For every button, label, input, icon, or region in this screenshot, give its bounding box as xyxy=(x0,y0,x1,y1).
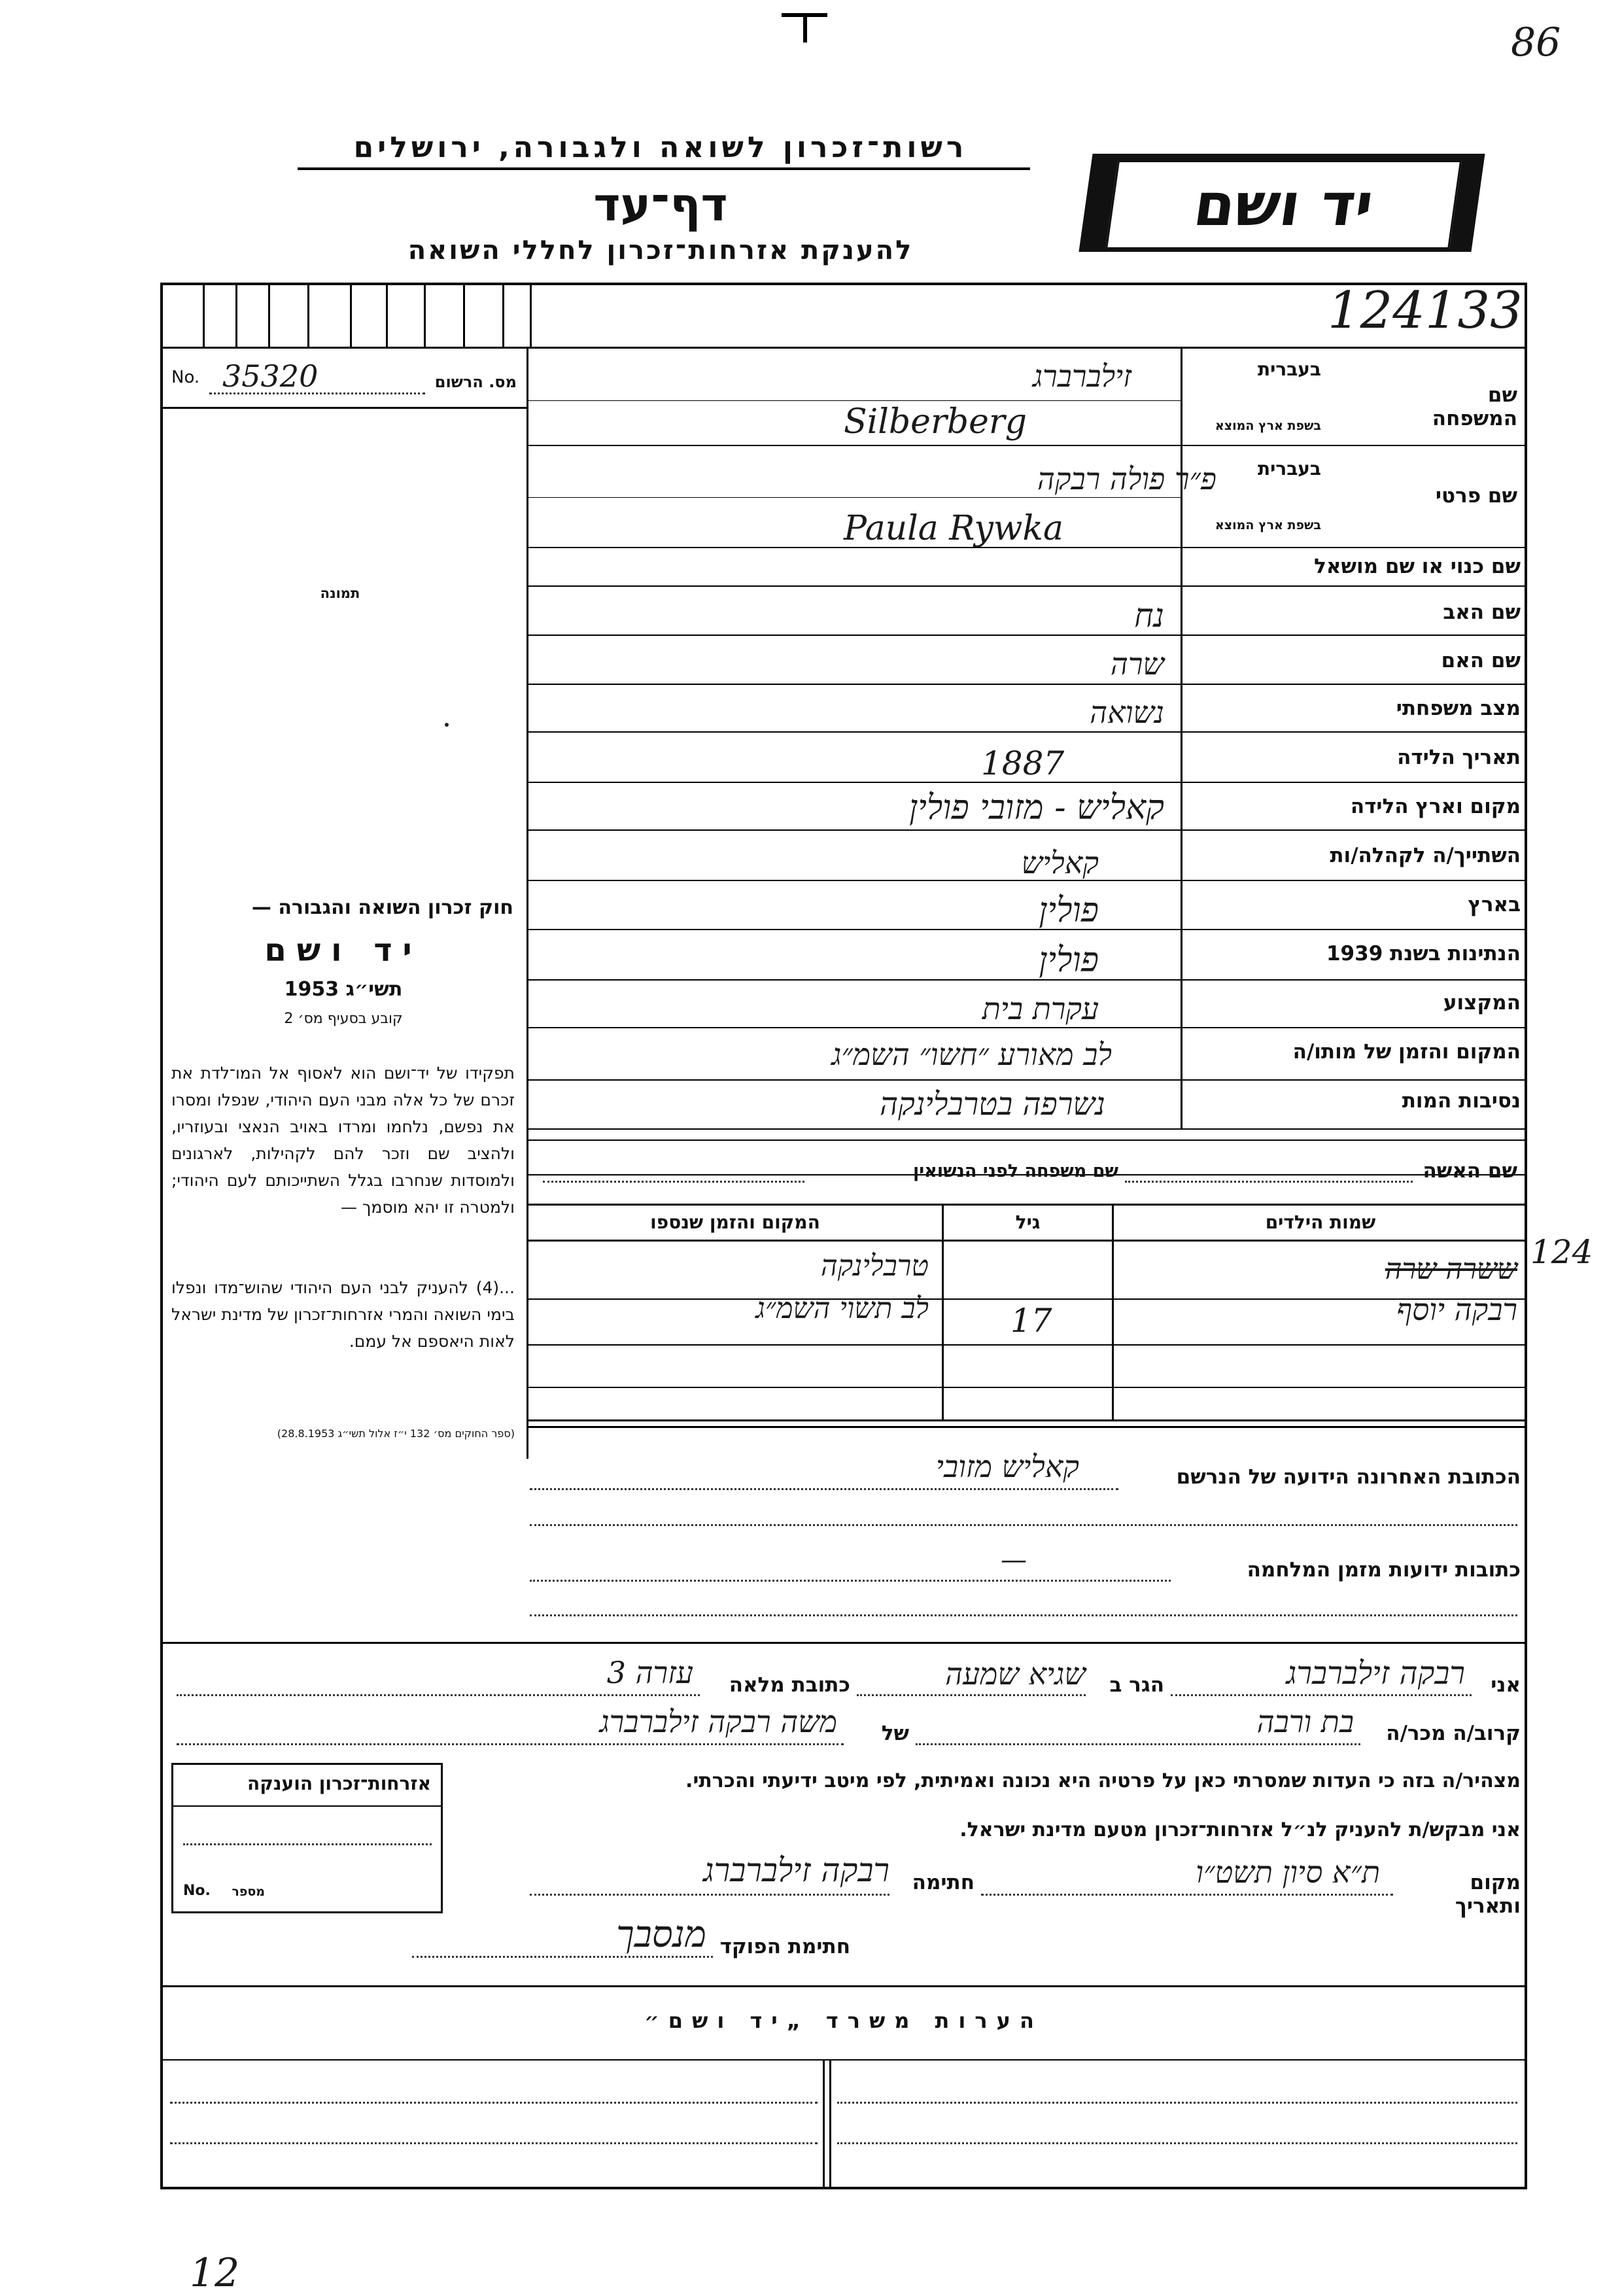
authority-underline xyxy=(298,167,1030,170)
wife-maiden-label: שם משפחה לפני הנשואין xyxy=(912,1161,1118,1181)
first-name-label: שם פרטי xyxy=(1435,484,1517,508)
logo-text: יד ושם xyxy=(1189,170,1378,239)
law-name: יד ושם xyxy=(264,932,423,969)
children-header-place: המקום והזמן שנספו xyxy=(650,1211,820,1233)
yad-vashem-logo xyxy=(1078,154,1485,252)
first-name-latin-value: Paula Rywka xyxy=(844,509,1063,548)
country-label: בארץ xyxy=(1468,893,1521,916)
profession-value: עקרת בית xyxy=(982,991,1099,1026)
child-row2-place: לב תשוי השמ״ג xyxy=(755,1292,929,1325)
declarant-resides-label: הגר ב xyxy=(1109,1673,1164,1697)
signature-label: חתימה xyxy=(912,1871,975,1894)
marital-value: נשואה xyxy=(1090,695,1164,730)
death-cause-label: נסיבות המות xyxy=(1402,1089,1521,1113)
birth-place-value: קאליש - מזובי פולין xyxy=(908,788,1164,827)
office-notes-title: הערות משרד „יד ושם״ xyxy=(644,2008,1043,2033)
law-heading: חוק זכרון השואה והגבורה — xyxy=(251,896,513,919)
family-name-hebrew-value: זילברברג xyxy=(1032,358,1131,394)
birth-place-label: מקום וארץ הלידה xyxy=(1350,795,1521,818)
child-row2-age: 17 xyxy=(1010,1302,1052,1340)
first-name-hebrew-value: פ״ר פולה רבקה xyxy=(1037,461,1216,496)
declarant-of-value: משה רבקה זילברברג xyxy=(599,1704,837,1739)
speck xyxy=(445,723,449,727)
registration-label: מס. הרשום xyxy=(434,373,517,391)
declarant-city: שגיא שמעה xyxy=(945,1656,1086,1692)
community-label: השתייך/ה לקהלה/ות xyxy=(1330,844,1521,867)
citizenship-value: פולין xyxy=(1039,941,1099,980)
law-text-1: תפקידו של יד־ושם הוא לאסוף אל המו־לדת את זכרם של כל אלה מבני העם היהודי, שנפלו ומסרו את נפשם, נלחמו ומרדו באויב הנאצי ובעוזריו, ולהציב שם וזכר להם לקהילות, לארגונים ולמוסדות שנחרבו בגלל השתייכותם לעם היהודי; ולמטרה זו יהא מוסמך — xyxy=(171,1064,515,1217)
children-header-age: גיל xyxy=(1015,1211,1041,1233)
declarant-address: עזרה 3 xyxy=(606,1655,693,1690)
law-text-2: ...(4) להעניק לבני העם היהודי שהוש־מדו ונפלו בימי השואה והמרי אזרחות־זכרון של מדינת ישראל לאות היאספם אל עמם. xyxy=(171,1278,515,1351)
file-number: 124133 xyxy=(1328,281,1523,340)
first-name-foreign-label: בשפת ארץ המוצא xyxy=(1215,518,1321,532)
nickname-label: שם כנוי או שם מושאל xyxy=(1314,555,1521,578)
child-row1-place: טרבלינקה xyxy=(820,1249,929,1283)
stamp-box-number-label: מספר xyxy=(232,1885,265,1899)
mother-value: שרה xyxy=(1110,646,1164,682)
birth-date-label: תאריך הלידה xyxy=(1397,746,1521,769)
declaration-statement-1: מצהיר/ה בזה כי העדות שמסרתי כאן על פרטיה היא נכונה ואמיתית, לפי מיטב ידיעתי והכרתי. xyxy=(685,1769,1521,1792)
family-name-label: שם המשפחה xyxy=(1432,383,1517,430)
children-header-name: שמות הילדים xyxy=(1265,1211,1376,1233)
place-date-label: מקום ותאריך xyxy=(1455,1871,1521,1918)
bottom-mark: 12 xyxy=(190,2250,240,2296)
registration-number: 35320 xyxy=(222,358,319,394)
officer-signature: מנסבך xyxy=(616,1913,706,1956)
declarant-of-label: של xyxy=(881,1722,909,1745)
stamp-box-no-label: No. xyxy=(183,1883,211,1899)
mother-label: שם האם xyxy=(1441,649,1521,672)
child-row1-name: ששרה שרה xyxy=(1385,1253,1517,1286)
page-number: 86 xyxy=(1511,20,1561,65)
war-address-value: — xyxy=(1001,1545,1027,1575)
child-row2-name: רבקה יוסף xyxy=(1396,1292,1517,1327)
stamp-box xyxy=(171,1763,443,1913)
father-value: נח xyxy=(1134,597,1164,635)
father-label: שם האב xyxy=(1443,600,1521,624)
last-address-value: קאליש מזובי xyxy=(935,1449,1079,1484)
last-address-label: הכתובת האחרונה הידועה של הנרשם xyxy=(1176,1465,1521,1489)
declarant-relation: בת ורבה xyxy=(1256,1704,1354,1739)
margin-note: 124 xyxy=(1530,1233,1593,1271)
law-citation: (ספר החוקים מס׳ 132 י״ז אלול תשי״ג 28.8.1953) xyxy=(277,1427,515,1440)
law-year: תשי״ג 1953 xyxy=(284,978,403,1001)
first-name-hebrew-label: בעברית xyxy=(1257,458,1321,479)
war-address-label: כתובות ידועות מזמן המלחמה xyxy=(1247,1558,1521,1582)
citizenship-label: הנתינות בשנת 1939 xyxy=(1326,942,1521,965)
registration-no-label: No. xyxy=(171,368,200,387)
authority-title: רשות־זכרון לשואה ולגבורה, ירושלים xyxy=(353,131,968,164)
declarant-relative-label: קרוב/ה מכר/ה xyxy=(1386,1722,1521,1745)
signature-value: רבקה זילברברג xyxy=(703,1851,889,1889)
family-name-latin-value: Silberberg xyxy=(844,402,1027,442)
declarant-address-label: כתובת מלאה xyxy=(729,1673,850,1697)
country-value: פולין xyxy=(1039,891,1099,930)
death-place-time-label: המקום והזמן של מותו/ה xyxy=(1292,1040,1521,1064)
death-place-time-value: לב מאורע ״חשו״ השמ״ג xyxy=(831,1037,1112,1072)
form-title: דף־עד xyxy=(593,178,728,232)
family-name-hebrew-label: בעברית xyxy=(1257,358,1321,380)
declarant-name: רבקה זילברברג xyxy=(1286,1655,1465,1692)
officer-signature-label: חתימת הפוקד xyxy=(719,1935,850,1958)
death-cause-value: נשרפה בטרבלינקה xyxy=(880,1086,1105,1122)
birth-date-value: 1887 xyxy=(981,744,1065,782)
marital-label: מצב משפחתי xyxy=(1396,697,1521,720)
wife-label: שם האשה xyxy=(1423,1159,1517,1183)
stamp-box-title: אזרחות־זכרון הוענקה xyxy=(247,1773,431,1794)
community-value: קאליש xyxy=(1021,845,1099,880)
law-clause: קובע בסעיף מס׳ 2 xyxy=(284,1011,403,1027)
form-subtitle: להענקת אזרחות־זכרון לחללי השואה xyxy=(407,235,914,266)
declaration-statement-2: אני מבקש/ת להעניק לנ״ל אזרחות־זכרון מטעם מדינת ישראל. xyxy=(959,1818,1521,1841)
photo-label: תמונה xyxy=(320,585,360,601)
profession-label: המקצוע xyxy=(1443,991,1521,1015)
declarant-ani-label: אני xyxy=(1491,1673,1521,1697)
family-name-foreign-label: בשפת ארץ המוצא xyxy=(1215,419,1321,433)
punch-mark-stem xyxy=(803,16,807,43)
place-date-value: ת״א סיון תשט״ו xyxy=(1196,1854,1380,1890)
